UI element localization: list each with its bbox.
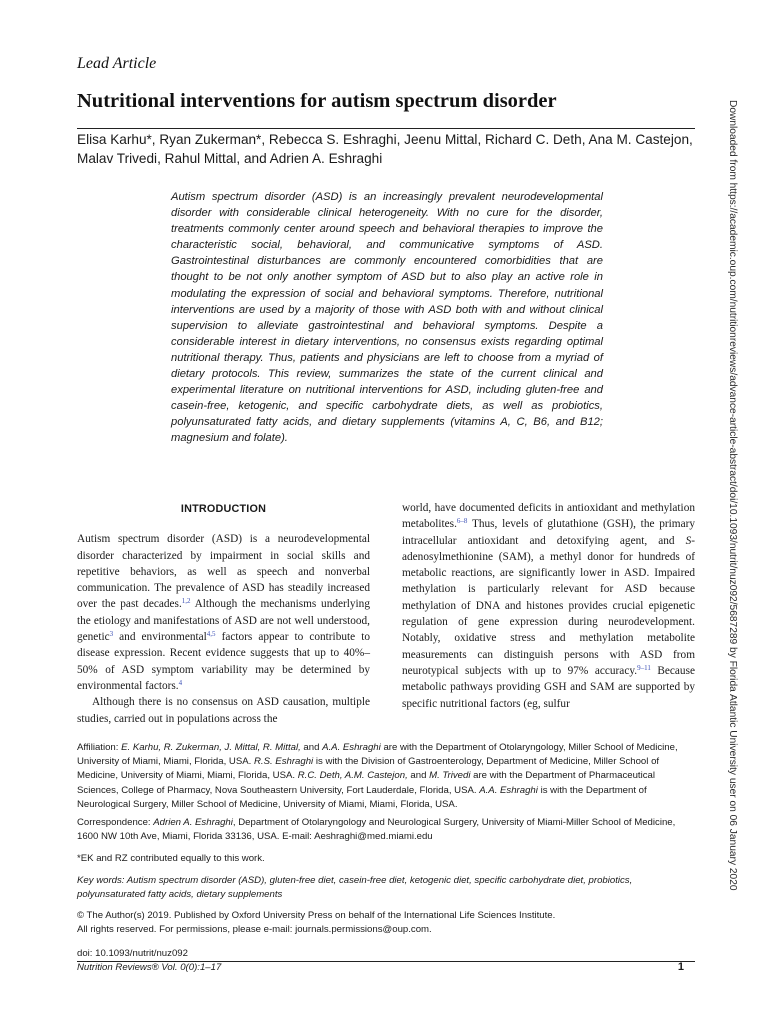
page-number: 1 [677,961,684,973]
citation-link[interactable]: 1,2 [181,597,191,606]
correspondence-note: Correspondence: Adrien A. Eshraghi, Department of Otolaryngology and Neurological Surgery, University of Miami-Miller School of Medicine, 1600 NW 10th Ave, Miami, Florida 33136, USA. E-mail: Aeshraghi@med.miami.edu [77,817,676,843]
body-column-right [402,500,695,712]
download-watermark: Downloaded from https://academic.oup.com/nutritionreviews/advance-article-abstract/doi/10.1093/nutrit/nuz092/5687289 by Florida Atlantic University user on 06 January 2020 [727,100,738,891]
body-column-left [77,500,370,727]
author-line: Elisa Karhu*, Ryan Zukerman*, Rebecca S. Eshraghi, Jeenu Mittal, Richard C. Deth, Ana M. Castejon, [77,132,693,147]
affiliation-note: Affiliation: E. Karhu, R. Zukerman, J. Mittal, R. Mittal, and A.A. Eshraghi are with the Department of Otolaryngology, Miller School of Medicine, University of Miami, Miami, Florida, USA. R.S. Eshraghi is with the Division of Gastroenterology, Department of Medicine, Miller School of Medicine, University of Miami, Miami, Florida, USA. R.C. Deth, A.M. Castejon, and M. Trivedi are with the Department of Pharmaceutical Sciences, College of Pharmacy, Nova Southeastern University, Fort Lauderdale, Florida, USA. A.A. Eshraghi is with the Department of Neurological Surgery, Miller School of Medicine, University of Miami, Miami, Florida, USA. [77,742,678,810]
article-title: Nutritional interventions for autism spectrum disorder [77,90,557,112]
section-heading: INTRODUCTION [180,503,267,515]
citation-link[interactable]: 3 [109,630,114,639]
body-paragraph: world, have documented deficits in antioxidant and methylation metabolites.$^{6-8}$ Thus, levels of glutathione (GSH), the primary intracellular antioxidant and detoxifying agent, and S-adenosylmethionine (SAM), a methyl donor for hundreds of metabolic reactions, are significantly lower in ASD. Impaired methylation is particularly relevant for ASD because methylation of DNA and histones provides crucial epigenetic regulation of gene expression during neurodevelopment. Notably, oxidative stress and methylation metabolite measurements can distinguish persons with ASD from neurotypical subjects with up to 97% accuracy.$^{9-11}$ Because metabolic pathways providing GSH and SAM are supported by specific nutritional factors (eg, sulfur [402,502,695,710]
title-divider [77,128,695,129]
journal-citation: Nutrition Reviews® Vol. 0(0):1–17 [77,962,222,973]
body-paragraph: Autism spectrum disorder (ASD) is a neurodevelopmental disorder characterized by impairment in social skills and repetitive behaviors, as well as speech and nonverbal communication. The prevalence of ASD has steadily increased over the past decades.$^{1,2}$ Although the mechanisms underlying the etiology and manifestations of ASD are not well understood, genetic$^3$ and environmental$^{4,5}$ factors appear to contribute to disease expression. Recent evidence suggests that up to 40%–50% of ASD symptom variability may be determined by environmental factors.$^4$ [77,533,370,692]
copyright-note: © The Author(s) 2019. Published by Oxford University Press on behalf of the International Life Sciences Institute. All rights reserved. For permissions, please e-mail: journals.permissions@oup.com. [77,910,556,936]
doi[interactable]: doi: 10.1093/nutrit/nuz092 [77,948,188,959]
citation-link[interactable]: 4 [178,678,183,687]
author-list [77,130,697,168]
citation-link[interactable]: 4,5 [206,630,216,639]
citation-link[interactable]: 9–11 [637,663,651,672]
section-label: Lead Article [77,55,157,72]
equal-contribution-note: *EK and RZ contributed equally to this work. [77,853,265,864]
author-line: Malav Trivedi, Rahul Mittal, and Adrien A. Eshraghi [77,151,383,166]
body-paragraph: Although there is no consensus on ASD causation, multiple studies, carried out in populations across the [77,696,370,725]
keywords: Key words: Autism spectrum disorder (ASD), gluten-free diet, casein-free diet, ketogenic diet, specific carbohydrate diet, probiotics, polyunsaturated fatty acids, dietary supplements [77,875,633,901]
citation-link[interactable]: 6–8 [456,517,468,526]
abstract: Autism spectrum disorder (ASD) is an increasingly prevalent neurodevelopmental disorder with considerable clinical heterogeneity. With no cure for the disorder, treatments commonly center around speech and behavioral therapies to improve the characteristic social, behavioral, and communicative symptoms of ASD. Gastrointestinal disturbances are commonly encountered comorbidities that are thought to be not only another symptom of ASD but to also play an active role in modulating the expression of social and behavioral symptoms. Therefore, nutritional interventions are used by a majority of those with ASD both with and without clinical supervision to alleviate gastrointestinal and behavioral symptoms. Despite a considerable interest in dietary interventions, no consensus exists regarding optimal nutritional therapy. Thus, patients and physicians are left to choose from a myriad of dietary protocols. This review, summarizes the state of the current clinical and experimental literature on nutritional interventions for ASD, including gluten-free and casein-free, ketogenic, and specific carbohydrate diets, as well as probiotics, polyunsaturated fatty acids, and dietary supplements (vitamins A, C, B6, and B12; magnesium and folate). [171,191,603,445]
